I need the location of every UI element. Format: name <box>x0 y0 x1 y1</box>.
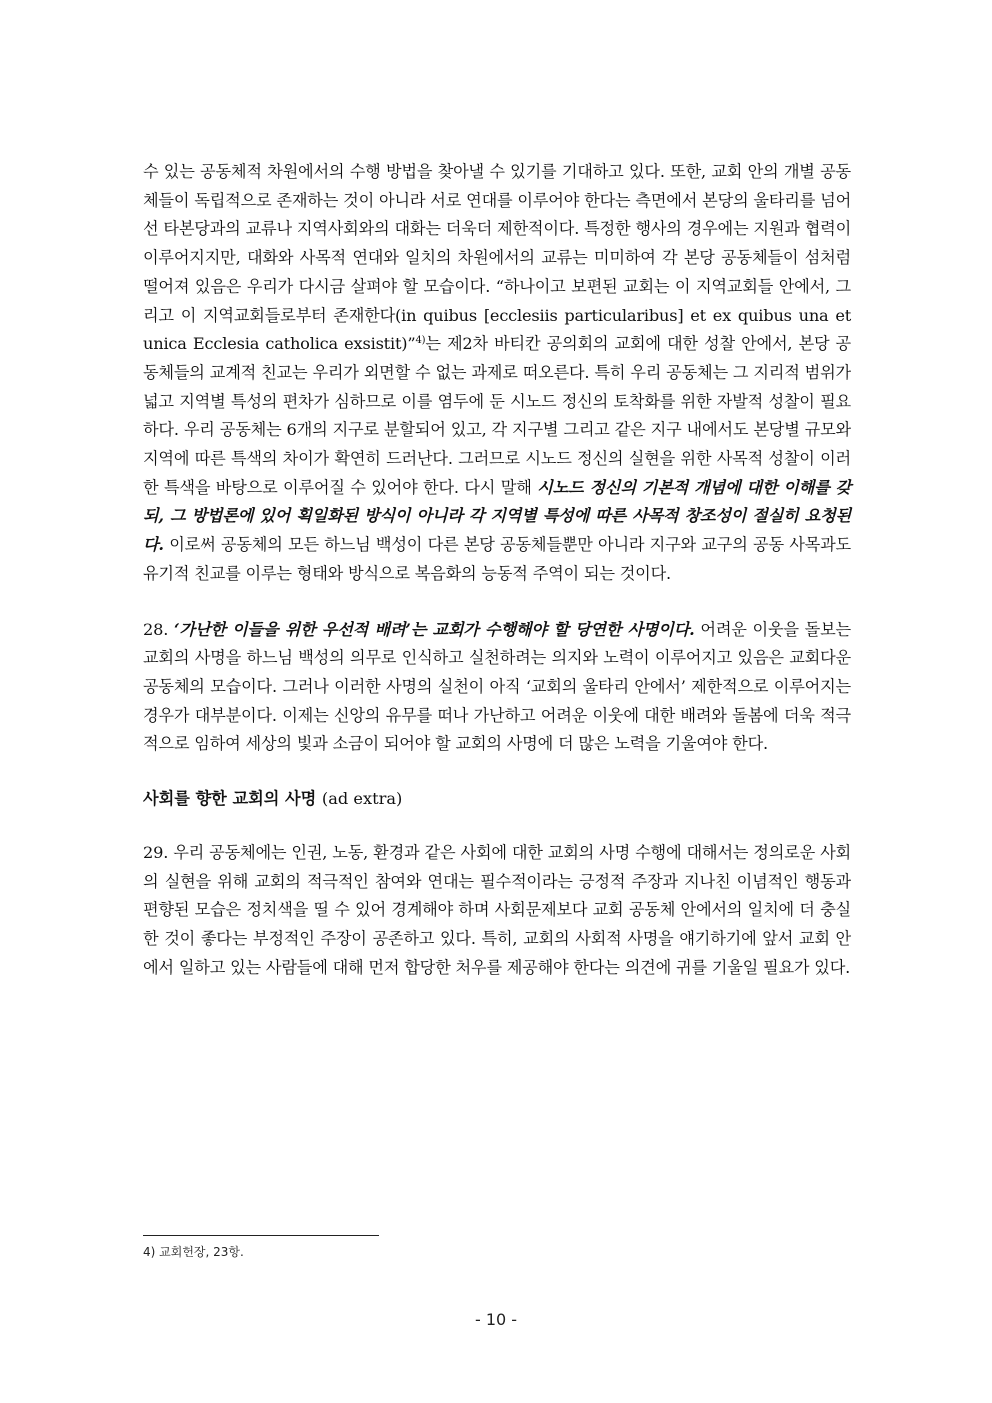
paragraph-28 <box>143 616 851 760</box>
page-number: - 10 - <box>474 1310 518 1329</box>
footnote-divider <box>143 1235 379 1236</box>
paragraph-spacer <box>143 589 851 616</box>
footnote-reference[interactable]: 4) <box>415 335 426 347</box>
section-heading-latin: (ad extra) <box>321 789 403 809</box>
paragraph-intro <box>143 158 851 589</box>
paragraph-intro-text-3: 이로써 공동체의 모든 하느님 백성이 다른 본당 공동체들뿐만 아니라 지구와 교구의 공동 사목과도 유기적 친교를 이루는 형태와 방식으로 복음화의 능동적 주역이 되는 것이다. <box>143 535 851 583</box>
paragraph-28-emphasis: ‘가난한 이들을 위한 우선적 배려’는 교회가 수행해야 할 당연한 사명이다. <box>173 619 695 639</box>
paragraph-intro-emphasis: 시노드 정신의 기본적 개념에 대한 이해를 갖되, 그 방법론에 있어 획일화된 방식이 아니라 각 지역별 특성에 따른 사목적 창조성이 절실히 요청된다. <box>143 477 851 555</box>
paragraph-spacer <box>143 759 851 785</box>
paragraph-28-number: 28. <box>143 619 174 639</box>
paragraph-spacer <box>143 813 851 839</box>
paragraph-28-text: 어려운 이웃을 돌보는 교회의 사명을 하느님 백성의 의무로 인식하고 실천하려는 의지와 노력이 이루어지고 있음은 교회다운 공동체의 모습이다. 그러나 이러한 사명의 실천이 아직 ‘교회의 울타리 안에서’ 제한적으로 이루어지는 경우가 대부분이다. 이제는 신앙의 유무를 떠나 가난하고 어려운 이웃에 대한 배려와 돌봄에 더욱 적극적으로 임하여 세상의 빛과 소금이 되어야 할 교회의 사명에 더 많은 노력을 기울여야 한다. <box>143 619 851 754</box>
paragraph-intro-text-1: 수 있는 공동체적 차원에서의 수행 방법을 찾아낼 수 있기를 기대하고 있다. 또한, 교회 안의 개별 공동체들이 독립적으로 존재하는 것이 아니라 서로 연대를 이루어야 한다는 측면에서 본당의 울타리를 넘어선 타본당과의 교류나 지역사회와의 대화는 더욱더 제한적이다. 특정한 행사의 경우에는 지원과 협력이 이루어지지만, 대화와 사목적 연대와 일치의 차원에서의 교류는 미미하여 각 본당 공동체들이 섬처럼 떨어져 있음은 우리가 다시금 살펴야 할 모습이다. “하나이고 보편된 교회는 이 지역교회들 안에서, 그리고 이 지역교회들로부터 존재한다(in quibus [ecclesiis particularibus] et ex quibus una et unica Ecclesia catholica exsistit)” <box>143 162 851 354</box>
paragraph-intro-text-2: 는 제2차 바티칸 공의회의 교회에 대한 성찰 안에서, 본당 공동체들의 교계적 친교는 우리가 외면할 수 없는 과제로 떠오른다. 특히 우리 공동체는 그 지리적 범위가 넓고 지역별 특성의 편차가 심하므로 이를 염두에 둔 시노드 정신의 토착화를 위한 자발적 성찰이 필요하다. 우리 공동체는 6개의 지구로 분할되어 있고, 각 지구별 그리고 같은 지구 내에서도 본당별 규모와 지역에 따른 특색의 차이가 확연히 드러난다. 그러므로 시노드 정신의 실현을 위한 사목적 성찰이 이러한 특색을 바탕으로 이루어질 수 있어야 한다. 다시 말해 <box>143 334 851 497</box>
paragraph-29: 29. 우리 공동체에는 인권, 노동, 환경과 같은 사회에 대한 교회의 사명 수행에 대해서는 정의로운 사회의 실현을 위해 교회의 적극적인 참여와 연대는 필수적이라는 긍정적 주장과 지나친 이념적인 행동과 편향된 모습은 정치색을 띨 수 있어 경계해야 하며 사회문제보다 교회 공동체 안에서의 일치에 더 충실한 것이 좋다는 부정적인 주장이 공존하고 있다. 특히, 교회의 사회적 사명을 얘기하기에 앞서 교회 안에서 일하고 있는 사람들에 대해 먼저 합당한 처우를 제공해야 한다는 의견에 귀를 기울일 필요가 있다. <box>143 843 851 977</box>
section-heading-title: 사회를 향한 교회의 사명 <box>143 789 317 809</box>
footnote: 4) 교회헌장, 23항. <box>143 1245 244 1259</box>
section-heading <box>143 785 851 813</box>
document-body <box>143 158 851 983</box>
